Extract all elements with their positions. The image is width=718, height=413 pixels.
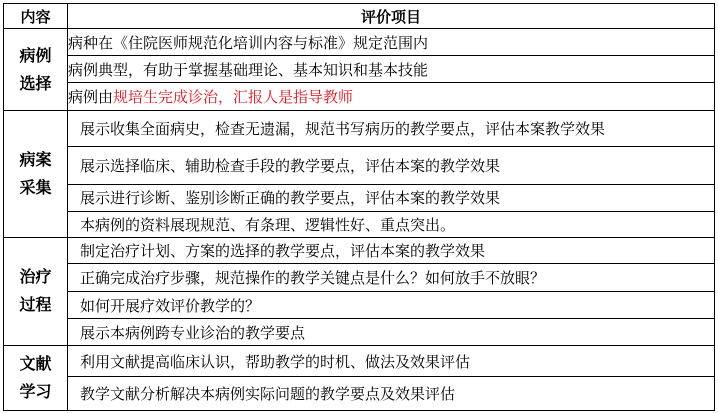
eval-item: 本病例的资料展现规范、有条理、逻辑性好、重点突出。 [68, 211, 715, 237]
eval-item: 展示本病例跨专业诊治的教学要点 [68, 319, 715, 345]
header-row [4, 4, 715, 29]
table-row [4, 29, 715, 55]
eval-item: 病例典型，有助于掌握基础理论、基本知识和基本技能 [68, 55, 715, 82]
category-treatment-process: 治疗 过程 [4, 238, 68, 346]
header-items: 评价项目 [68, 4, 715, 29]
table-row [4, 83, 715, 110]
eval-item: 教学文献分析解决本病例实际问题的教学要点及效果评估 [68, 377, 715, 411]
eval-item: 病种在《住院医师规范化培训内容与标准》规定范围内 [68, 29, 715, 55]
eval-item: 制定治疗计划、方案的选择的教学要点，评估本案的教学效果 [68, 238, 715, 264]
table-row [4, 211, 715, 237]
eval-item-prefix: 病例由 [68, 88, 114, 107]
table-row [4, 147, 715, 185]
table-row [4, 264, 715, 291]
evaluation-table [3, 3, 715, 411]
table-row [4, 377, 715, 411]
eval-item: 展示选择临床、辅助检查手段的教学要点，评估本案的教学效果 [68, 147, 715, 185]
eval-item: 正确完成治疗步骤，规范操作的教学关键点是什么？如何放手不放眼？ [68, 264, 715, 291]
table-row [4, 345, 715, 377]
table-row [4, 110, 715, 147]
table-row [4, 238, 715, 264]
eval-item: 利用文献提高临床认识，帮助教学的时机、做法及效果评估 [68, 345, 715, 377]
table-row [4, 319, 715, 345]
table-row [4, 185, 715, 211]
eval-item [68, 83, 715, 110]
category-case-collection: 病案 采集 [4, 110, 68, 237]
category-case-selection: 病例 选择 [4, 29, 68, 110]
table-row [4, 55, 715, 82]
eval-item-highlight: 规培生完成诊治，汇报人是指导教师 [113, 88, 354, 107]
header-category: 内容 [4, 4, 68, 29]
category-literature-study: 文献 学习 [4, 345, 68, 410]
eval-item: 展示收集全面病史，检查无遗漏，规范书写病历的教学要点，评估本案教学效果 [68, 110, 715, 147]
table-row [4, 291, 715, 318]
eval-item: 展示进行诊断、鉴别诊断正确的教学要点，评估本案的教学效果 [68, 185, 715, 211]
eval-item: 如何开展疗效评价教学的？ [68, 291, 715, 318]
